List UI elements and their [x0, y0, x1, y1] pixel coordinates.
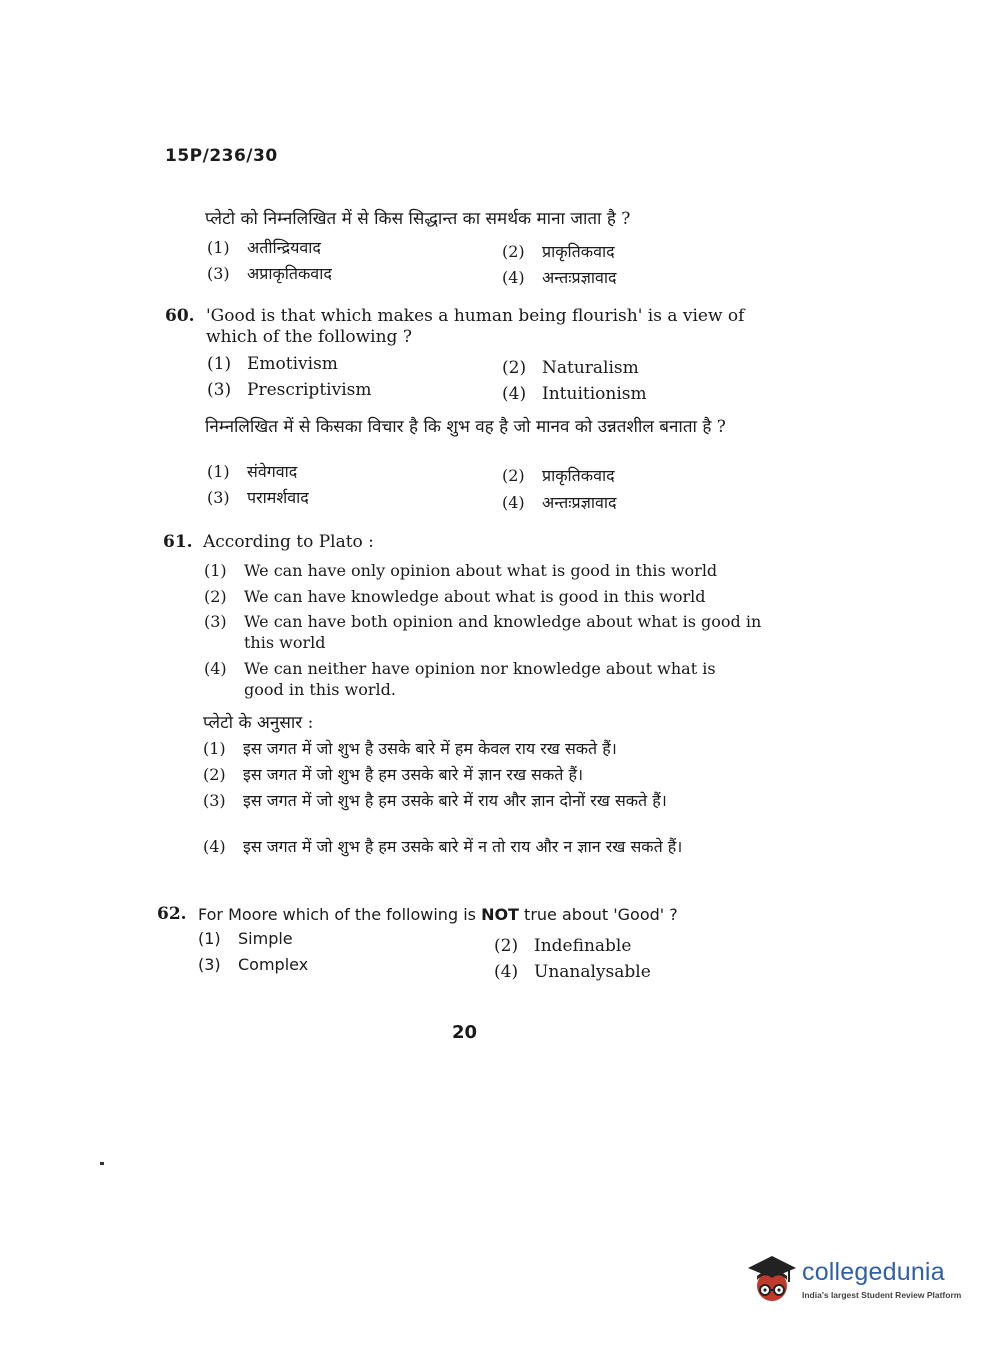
q60-number: 60. [165, 306, 195, 326]
q61-option-1: (1) We can have only opinion about what is good in this world [204, 561, 718, 580]
q61-number: 61. [163, 532, 193, 552]
q61-question: According to Plato : [203, 532, 374, 552]
q60-option-2: (2) Naturalism [502, 358, 639, 378]
q62-option-2: (2) Indefinable [494, 936, 632, 956]
logo-name: collegedunia [802, 1258, 945, 1286]
q62-option-4: (4) Unanalysable [494, 962, 651, 982]
q61-hindi-option-2: (2) इस जगत में जो शुभ है हम उसके बारे में ज्ञान रख सकते हैं। [203, 765, 584, 784]
page-number: 20 [452, 1022, 478, 1043]
q59-hindi-option-3: (3) अप्राकृतिकवाद [207, 264, 332, 283]
q61-hindi-option-1: (1) इस जगत में जो शुभ है उसके बारे में हम केवल राय रख सकते हैं। [203, 739, 617, 758]
q60-hindi-option-4: (4) अन्तःप्रज्ञावाद [502, 493, 617, 512]
q60-option-3: (3) Prescriptivism [207, 380, 372, 400]
q60-question: 'Good is that which makes a human being flourish' is a view of which of the following ? [206, 306, 745, 347]
q62-option-1: (1) Simple [198, 929, 293, 948]
q59-hindi-question: प्लेटो को निम्नलिखित में से किस सिद्धान्त का समर्थक माना जाता है ? [205, 209, 631, 229]
paper-code: 15P/236/30 [165, 146, 278, 166]
q61-option-2: (2) We can have knowledge about what is good in this world [204, 587, 706, 606]
q61-hindi-option-3: (3) इस जगत में जो शुभ है हम उसके बारे में राय और ज्ञान दोनों रख सकते हैं। [203, 791, 667, 810]
q60-hindi-question: निम्नलिखित में से किसका विचार है कि शुभ वह है जो मानव को उन्नतशील बनाता है ? [205, 417, 726, 437]
logo-tagline: India's largest Student Review Platform [802, 1290, 962, 1300]
q61-hindi-option-4: (4) इस जगत में जो शुभ है हम उसके बारे में न तो राय और न ज्ञान रख सकते हैं। [203, 837, 683, 856]
q61-option-4: (4) We can neither have opinion nor knowledge about what is good in this world. [204, 659, 716, 699]
q60-hindi-option-2: (2) प्राकृतिकवाद [502, 466, 615, 485]
q61-hindi-question: प्लेटो के अनुसार : [203, 713, 314, 733]
q62-option-3: (3) Complex [198, 955, 309, 974]
q59-hindi-option-2: (2) प्राकृतिकवाद [502, 242, 615, 261]
q59-hindi-option-1: (1) अतीन्द्रियवाद [207, 238, 321, 257]
q62-question: For Moore which of the following is NOT true about 'Good' ? [198, 905, 678, 924]
q60-option-1: (1) Emotivism [207, 354, 338, 374]
q59-hindi-option-4: (4) अन्तःप्रज्ञावाद [502, 268, 617, 287]
q60-hindi-option-1: (1) संवेगवाद [207, 462, 298, 481]
collegedunia-logo [742, 1250, 972, 1310]
q60-option-4: (4) Intuitionism [502, 384, 647, 404]
mascot-icon [742, 1250, 802, 1310]
q62-number: 62. [157, 904, 187, 924]
q61-option-3: (3) We can have both opinion and knowledge about what is good in this world [204, 612, 762, 652]
q60-hindi-option-3: (3) परामर्शवाद [207, 488, 309, 507]
scan-speck [100, 1162, 104, 1165]
